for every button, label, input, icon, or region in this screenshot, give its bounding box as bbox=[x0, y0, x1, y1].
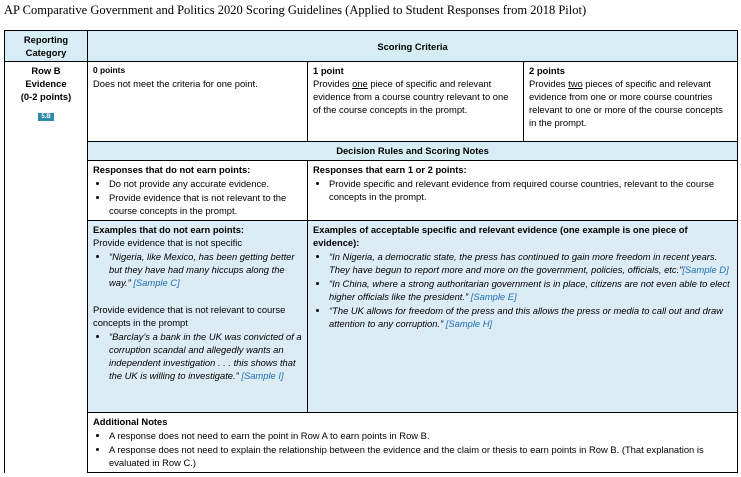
additional-notes-heading: Additional Notes bbox=[93, 416, 168, 427]
examples-yes-list bbox=[313, 250, 732, 330]
two-points-text: Provides two pieces of specific and relevant evidence from one or more course countries relevant to one or more of the course concepts in the prompt. bbox=[529, 78, 723, 128]
list-item: • Do not provide any accurate evidence. bbox=[109, 177, 302, 190]
examples-no-intro-2: Provide evidence that is not relevant to course concepts in the prompt bbox=[93, 304, 286, 328]
list-item: • Provide evidence that is not relevant to the course concepts in the prompt. bbox=[109, 191, 302, 217]
category-row: Row B bbox=[31, 65, 61, 76]
earn-points-list bbox=[313, 177, 732, 203]
earn-points-heading: Responses that earn 1 or 2 points: bbox=[313, 164, 467, 175]
sample-link[interactable]: [Sample I] bbox=[241, 370, 284, 381]
list-item: • “In Nigeria, a democratic state, the press has continued to gain more freedom in recent years. They have begun to report more and more on the government, policies, officials, etc.”[Sample D] bbox=[329, 250, 732, 276]
sample-link[interactable]: [Sample E] bbox=[470, 291, 517, 302]
sample-link[interactable]: [Sample C] bbox=[133, 277, 180, 288]
decision-rules-header: Decision Rules and Scoring Notes bbox=[88, 142, 738, 161]
no-points-list bbox=[93, 177, 302, 217]
criteria-one bbox=[308, 62, 524, 142]
category-cell bbox=[5, 62, 88, 473]
examples-no-intro-1: Provide evidence that is not specific bbox=[93, 237, 243, 248]
zero-points-text: Does not meet the criteria for one point. bbox=[93, 78, 258, 89]
reporting-category-header: Reporting Category bbox=[5, 31, 88, 62]
document-title: AP Comparative Government and Politics 2020 Scoring Guidelines (Applied to Student Responses from 2018 Pilot) bbox=[4, 3, 587, 17]
additional-notes-list bbox=[93, 429, 732, 469]
list-item: • “Nigeria, like Mexico, has been getting better but they have had many hiccups along the way.” [Sample C] bbox=[109, 250, 302, 289]
examples-no-heading: Examples that do not earn points: bbox=[93, 224, 245, 235]
two-points-label: 2 points bbox=[529, 65, 565, 76]
category-name: Evidence bbox=[25, 78, 67, 89]
list-item: • “In China, where a strong authoritarian government is in place, citizens are not even able to elect higher officials like the president.” [Sample E] bbox=[329, 277, 732, 303]
earn-points-cell bbox=[308, 161, 738, 221]
examples-no-list-2 bbox=[93, 330, 302, 382]
no-points-heading: Responses that do not earn points: bbox=[93, 164, 251, 175]
list-item: • A response does not need to explain the relationship between the evidence and the claim or thesis to earn points in Row B. (That explanation is evaluated in Row C.) bbox=[109, 443, 732, 469]
list-item: • “The UK allows for freedom of the press and this allows the press or media to call out and draw attention to any corruption.” [Sample H] bbox=[329, 304, 732, 330]
scoring-table bbox=[4, 30, 738, 473]
one-point-label: 1 point bbox=[313, 65, 344, 76]
zero-points-label: 0 points bbox=[93, 65, 126, 75]
category-points: (0-2 points) bbox=[20, 91, 72, 102]
sample-link[interactable]: [Sample D] bbox=[682, 264, 729, 275]
sample-link[interactable]: [Sample H] bbox=[445, 318, 493, 329]
criteria-two bbox=[524, 62, 738, 142]
one-point-text: Provides one piece of specific and relevant evidence from a course country relevant to one of the course concepts in the prompt. bbox=[313, 78, 509, 115]
list-item: • Provide specific and relevant evidence from required course countries, relevant to the course concepts in the prompt. bbox=[329, 177, 732, 203]
additional-notes-cell bbox=[88, 413, 738, 473]
list-item: • “Barclay’s a bank in the UK was convicted of a corruption scandal and allegedly wants an independent investigation . . . this shows that the UK is willing to investigate.” [Sample I] bbox=[109, 330, 302, 382]
criteria-zero bbox=[88, 62, 308, 142]
no-points-cell bbox=[88, 161, 308, 221]
examples-yes-cell bbox=[308, 221, 738, 413]
examples-no-cell bbox=[88, 221, 308, 413]
examples-no-list-1 bbox=[93, 250, 302, 289]
list-item: • A response does not need to earn the point in Row A to earn points in Row B. bbox=[109, 429, 732, 442]
skill-badge: 5.B bbox=[38, 113, 53, 121]
scoring-criteria-header: Scoring Criteria bbox=[88, 31, 738, 62]
examples-yes-heading: Examples of acceptable specific and relevant evidence (one example is one piece of evidence): bbox=[313, 224, 688, 248]
